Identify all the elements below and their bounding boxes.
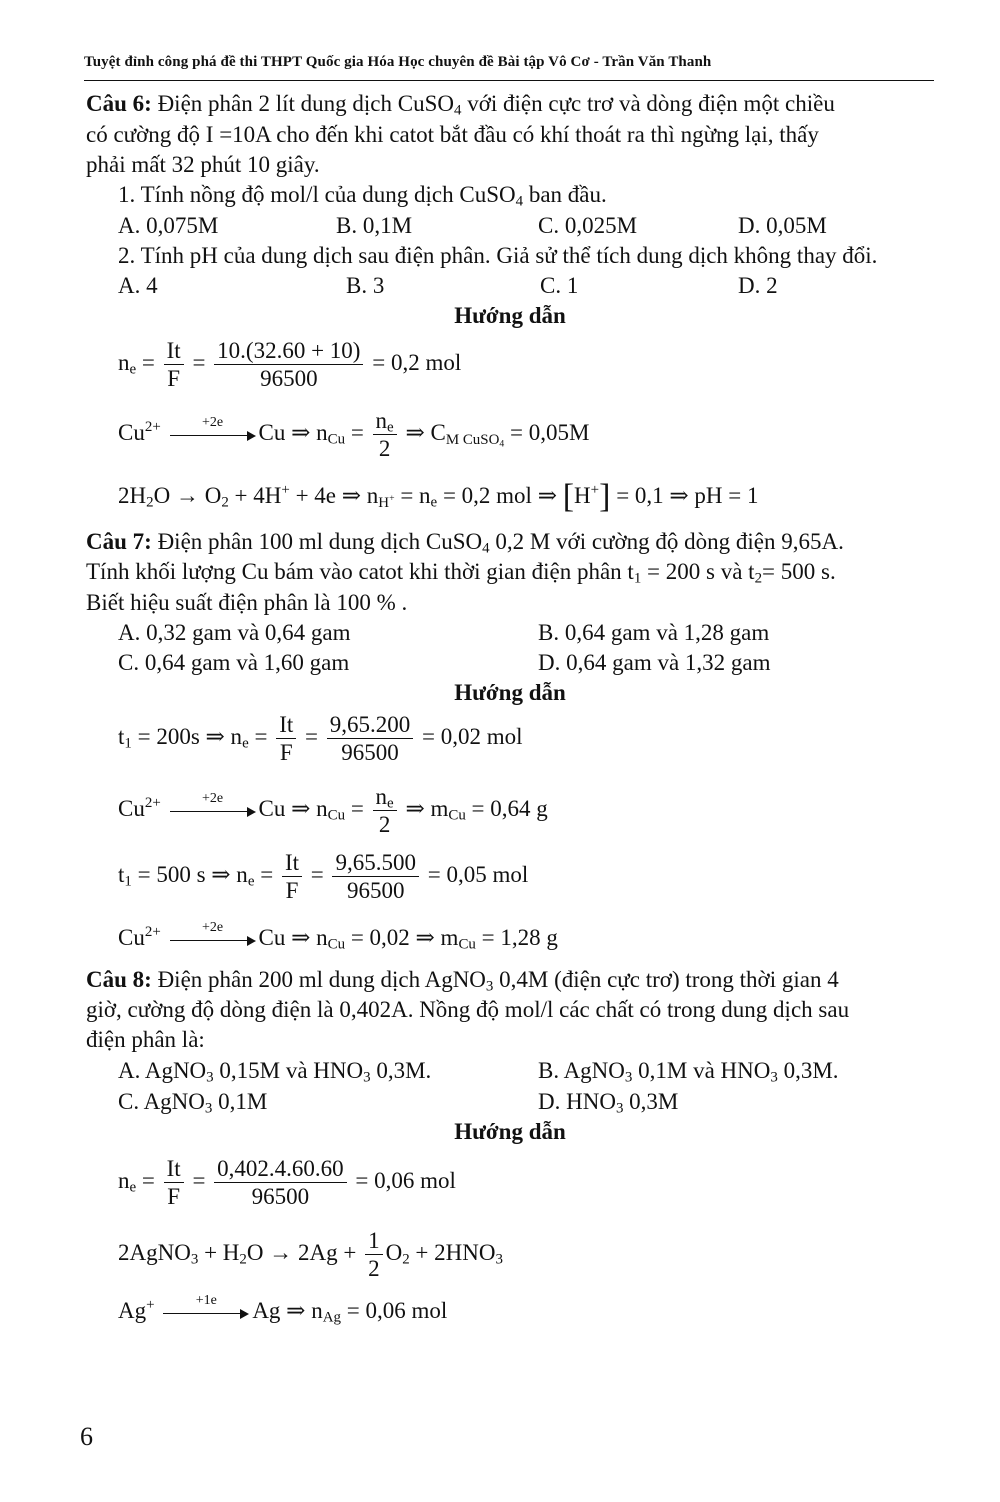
q6-option-a2: A. 4 [118, 273, 158, 298]
q8-eq2: 2AgNO$_3$ + $H_2O \to 2Ag$ + $\frac{1}{2}$ $O_2 + 2HNO_3$ [118, 1228, 503, 1281]
q8-option-b: B. AgNO$_3$ 0,1M và $HNO_3$ 0,3M. [538, 1058, 839, 1086]
q7-line2: Tính khối lượng Cu bám vào catot khi thời gian điện phân $t_1 = 200$ s và $t_2= 500$ s. [86, 559, 836, 587]
q6-option-b1: B. 0,1M [336, 213, 413, 238]
q6-option-c1: C. 0,025M [538, 213, 638, 238]
q6-option-c2: C. 1 [540, 273, 579, 298]
fraction: $\frac{0,402.4.60.60}{96500}$ [214, 1156, 347, 1209]
page-number: 6 [80, 1422, 93, 1451]
q8-eq1: $n_e$ = $\frac{It}{F}$ = $\frac{0,402.4.60.60}{96500}$ = 0,06 mol [118, 1156, 456, 1209]
q7-option-a: A. 0,32 gam và 0,64 gam [118, 620, 351, 645]
q6-line3: phải mất 32 phút 10 giây. [86, 152, 320, 177]
q7-eq3: $t_1 = 500$ s ⇒ $n_e$ = $\frac{It}{F}$ = $\frac{9,65.500}{96500}$ = 0,05 mol [118, 850, 529, 903]
q8-line1: Câu 8: Điện phân 200 ml dung dịch AgNO$_3$ 0,4M (điện cực trơ) trong thời gian 4 [86, 967, 839, 995]
fraction: $\frac{It}{F}$ [164, 1156, 184, 1209]
fraction: $\frac{n_e}{2}$ [373, 408, 397, 461]
q8-label: Câu 8: [86, 967, 152, 992]
q7-option-d: D. 0,64 gam và 1,32 gam [538, 650, 771, 675]
q7-option-c: C. 0,64 gam và 1,60 gam [118, 650, 350, 675]
q8-line3: điện phân là: [86, 1027, 205, 1052]
q7-eq1: $t_1 = 200s$ ⇒ $n_e$ = $\frac{It}{F}$ = $\frac{9,65.200}{96500}$ = 0,02 mol [118, 712, 523, 765]
q6-guide-heading: Hướng dẫn [454, 303, 566, 328]
q8-line2: giờ, cường độ dòng điện là 0,402A. Nồng độ mol/l các chất có trong dung dịch sau [86, 997, 850, 1022]
q7-line1: Câu 7: Điện phân 100 ml dung dịch CuSO$_4$ 0,2 M với cường độ dòng điện 9,65A. [86, 529, 844, 557]
q8-eq3: Ag+ +1e Ag ⇒ $n_{Ag} = 0,06$ mol [118, 1292, 448, 1326]
q6-sub1: 1. Tính nồng độ mol/l của dung dịch CuSO$_4$ ban đầu. [118, 182, 607, 210]
q8-option-a: A. AgNO$_3$ 0,15M và $HNO_3$ 0,3M. [118, 1058, 432, 1086]
q7-option-b: B. 0,64 gam và 1,28 gam [538, 620, 770, 645]
q8-guide-heading: Hướng dẫn [454, 1119, 566, 1144]
q7-eq2: $Cu^{2+}$ +2e Cu ⇒ $n_{Cu}$ = $\frac{n_e}{2}$ ⇒ $m_{Cu} = 0,64$ g [118, 784, 548, 837]
fraction: $\frac{n_e}{2}$ [373, 784, 397, 837]
reaction-arrow: +2e [170, 921, 256, 947]
q6-eq2: $Cu^{2+}$ +2e Cu ⇒ $n_{Cu}$ = $\frac{n_e}{2}$ ⇒ $C_{M CuSO_4} = 0,05M$ [118, 408, 590, 461]
q6-option-d2: D. 2 [738, 273, 778, 298]
fraction: $\frac{It}{F}$ [276, 712, 296, 765]
fraction: $\frac{9,65.500}{96500}$ [332, 850, 419, 903]
q6-line1: Câu 6: Điện phân 2 lít dung dịch CuSO$_4$ với điện cực trơ và dòng điện một chiều [86, 91, 835, 119]
q8-option-c: C. AgNO$_3$ 0,1M [118, 1089, 268, 1117]
q6-sub2: 2. Tính pH của dung dịch sau điện phân. Giả sử thể tích dung dịch không thay đổi. [118, 243, 878, 268]
fraction: $\frac{It}{F}$ [282, 850, 302, 903]
q6-option-a1: A. 0,075M [118, 213, 219, 238]
q7-label: Câu 7: [86, 529, 152, 554]
q6-label: Câu 6: [86, 91, 152, 116]
q7-guide-heading: Hướng dẫn [454, 680, 566, 705]
q8-option-d: D. $HNO_3$ 0,3M [538, 1089, 679, 1117]
fraction: $\frac{1}{2}$ [365, 1228, 383, 1281]
q6-line2: có cường độ I =10A cho đến khi catot bắt đầu có khí thoát ra thì ngừng lại, thấy [86, 122, 819, 147]
reaction-arrow: +2e [170, 416, 256, 442]
reaction-arrow: +1e [163, 1294, 249, 1320]
running-header: Tuyệt đỉnh công phá đề thi THPT Quốc gia Hóa Học chuyên đề Bài tập Vô Cơ - Trần Văn Thanh [84, 54, 934, 81]
fraction: $\frac{9,65.200}{96500}$ [327, 712, 414, 765]
q7-eq4: $Cu^{2+}$ +2e Cu ⇒ $n_{Cu} = 0,02$ ⇒ $m_{Cu} = 1,28$ g [118, 919, 558, 953]
q6-option-d1: D. 0,05M [738, 213, 827, 238]
fraction: $\frac{10.(32.60 + 10)}{96500}$ [214, 338, 363, 391]
q6-eq3: $2H_2O \to O_2 + 4H^+ + 4e$ ⇒ $n_{H^+} = n_e = 0,2$ mol ⇒ [H+] = 0,1 ⇒ pH = 1 [118, 478, 759, 515]
fraction: $\frac{It}{F}$ [164, 338, 184, 391]
q7-line3: Biết hiệu suất điện phân là 100 % . [86, 590, 408, 615]
reaction-arrow: +2e [170, 792, 256, 818]
q6-option-b2: B. 3 [346, 273, 385, 298]
q6-eq1: $n_e$ = $\frac{It}{F}$ = $\frac{10.(32.60 + 10)}{96500}$ = 0,2 mol [118, 338, 462, 391]
